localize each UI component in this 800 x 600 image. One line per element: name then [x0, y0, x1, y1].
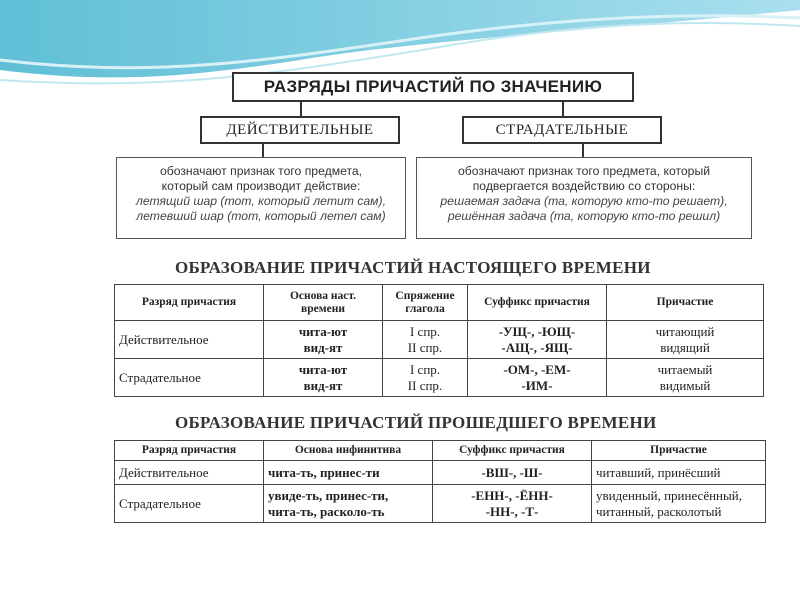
participle-cell: читаемый видимый	[607, 359, 764, 397]
category-passive: СТРАДАТЕЛЬНЫЕ	[462, 116, 662, 144]
participle-cell: читающий видящий	[607, 321, 764, 359]
stem-cell: чита-ть, принес-ти	[264, 461, 433, 485]
table-header: Основа наст. времени	[264, 285, 383, 321]
suffix-cell: -ОМ-, -ЕМ- -ИМ-	[468, 359, 607, 397]
passive-description	[416, 157, 752, 239]
table-header: Суффикс причастия	[468, 285, 607, 321]
suffix-cell: -ВШ-, -Ш-	[433, 461, 592, 485]
conjugation-cell: I спр. II спр.	[383, 359, 468, 397]
example-line: решаемая задача (та, которую кто-то решает),	[440, 194, 728, 208]
connector-line	[582, 144, 584, 157]
past-table	[114, 440, 766, 523]
example-line: летящий шар (тот, который летит сам),	[136, 194, 386, 208]
participle-type: Страдательное	[115, 359, 264, 397]
conjugation-cell: I спр. II спр.	[383, 321, 468, 359]
participle-type: Действительное	[115, 461, 264, 485]
active-description	[116, 157, 406, 239]
present-table	[114, 284, 764, 397]
participle-type: Действительное	[115, 321, 264, 359]
present-section-title: ОБРАЗОВАНИЕ ПРИЧАСТИЙ НАСТОЯЩЕГО ВРЕМЕНИ	[175, 258, 651, 277]
description-line: подвергается воздействию со стороны:	[472, 179, 696, 193]
connector-line	[262, 144, 264, 157]
category-active: ДЕЙСТВИТЕЛЬНЫЕ	[200, 116, 400, 144]
suffix-cell: -УЩ-, -ЮЩ- -АЩ-, -ЯЩ-	[468, 321, 607, 359]
connector-line	[300, 102, 302, 116]
participle-cell: увиденный, принесённый, читанный, расколотый	[592, 485, 766, 523]
table-header-row	[115, 441, 766, 461]
page-title: РАЗРЯДЫ ПРИЧАСТИЙ ПО ЗНАЧЕНИЮ	[232, 72, 634, 102]
table-header: Причастие	[607, 285, 764, 321]
table-row	[115, 321, 764, 359]
table-row	[115, 359, 764, 397]
stem-cell: увиде-ть, принес-ти, чита-ть, расколо-ть	[264, 485, 433, 523]
description-line: который сам производит действие:	[161, 179, 361, 193]
table-row	[115, 485, 766, 523]
example-line: летевший шар (тот, который летел сам)	[136, 209, 386, 223]
connector-line	[562, 102, 564, 116]
table-header: Причастие	[592, 441, 766, 461]
table-header: Суффикс причастия	[433, 441, 592, 461]
stem-cell: чита-ют вид-ят	[264, 321, 383, 359]
description-line: обозначают признак того предмета,	[159, 164, 363, 178]
table-row	[115, 461, 766, 485]
stem-cell: чита-ют вид-ят	[264, 359, 383, 397]
suffix-cell: -ЕНН-, -ЁНН- -НН-, -Т-	[433, 485, 592, 523]
participle-type: Страдательное	[115, 485, 264, 523]
example-line: решённая задача (та, которую кто-то решил)	[447, 209, 721, 223]
table-header: Основа инфинитива	[264, 441, 433, 461]
table-header: Спряжение глагола	[383, 285, 468, 321]
table-header: Разряд причастия	[115, 441, 264, 461]
description-line: обозначают признак того предмета, который	[457, 164, 711, 178]
past-section-title: ОБРАЗОВАНИЕ ПРИЧАСТИЙ ПРОШЕДШЕГО ВРЕМЕНИ	[175, 413, 657, 432]
table-header-row	[115, 285, 764, 321]
participle-cell: читавший, принёсший	[592, 461, 766, 485]
table-header: Разряд причастия	[115, 285, 264, 321]
